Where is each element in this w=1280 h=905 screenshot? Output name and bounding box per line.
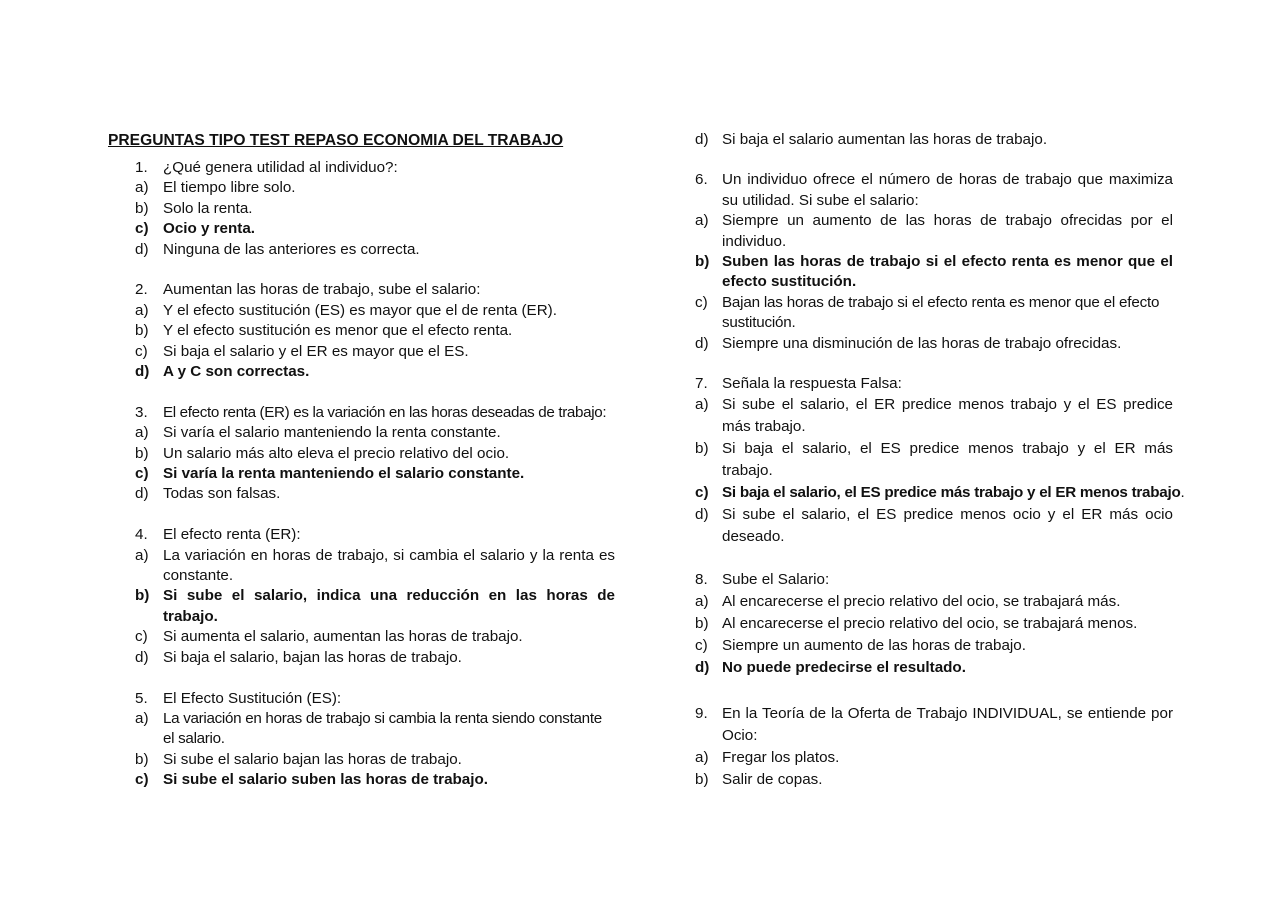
option-letter: c) xyxy=(135,465,149,483)
option-letter: a) xyxy=(695,749,709,767)
option-letter: b) xyxy=(695,253,710,271)
option-letter: c) xyxy=(695,293,708,311)
option-text: Siempre una disminución de las horas de trabajo ofrecidas. xyxy=(722,334,1122,352)
option-text: Ocio y renta. xyxy=(163,220,256,238)
option-letter: c) xyxy=(135,628,148,646)
option-letter: d) xyxy=(695,659,710,677)
option-letter: c) xyxy=(135,342,148,360)
option-letter: a) xyxy=(135,301,149,319)
option-6b-correct xyxy=(695,252,1173,293)
question-number: 4. xyxy=(135,526,148,544)
question-7 xyxy=(695,374,1173,394)
option-text: Si sube el salario, el ER predice menos trabajo y el ES predice más trabajo. xyxy=(722,396,1173,436)
option-trailing-period: . xyxy=(1180,484,1185,502)
right-column xyxy=(695,130,1185,791)
option-5d xyxy=(695,130,1173,150)
option-letter: b) xyxy=(135,444,149,462)
option-5a xyxy=(135,709,615,750)
option-text: El tiempo libre solo. xyxy=(163,179,296,197)
option-text: Solo la renta. xyxy=(163,199,253,217)
option-9a xyxy=(695,747,1173,769)
option-text: Si varía el salario manteniendo la renta constante. xyxy=(163,424,501,442)
option-letter: a) xyxy=(695,212,709,230)
option-letter: b) xyxy=(135,587,150,605)
option-text: Fregar los platos. xyxy=(722,749,840,767)
option-text: Siempre un aumento de las horas de trabajo ofrecidas por el individuo. xyxy=(722,212,1173,250)
option-3a xyxy=(135,423,615,443)
option-letter: b) xyxy=(135,199,149,217)
question-5 xyxy=(135,689,615,709)
option-text: Si sube el salario, el ES predice menos ocio y el ER más ocio deseado. xyxy=(722,506,1173,546)
option-text: Si baja el salario, el ES predice menos trabajo y el ER más trabajo. xyxy=(722,440,1173,480)
question-number: 1. xyxy=(135,159,148,176)
option-text: Todas son falsas. xyxy=(163,485,281,503)
option-letter: d) xyxy=(695,334,709,352)
option-1c-correct xyxy=(135,219,615,239)
option-7b xyxy=(695,438,1173,482)
option-letter: c) xyxy=(135,220,149,238)
option-6a xyxy=(695,211,1173,252)
option-text: Salir de copas. xyxy=(722,771,823,789)
question-text: Un individuo ofrece el número de horas de trabajo que maximiza su utilidad. Si sube el salario: xyxy=(722,171,1173,209)
option-text: Si baja el salario aumentan las horas de trabajo. xyxy=(722,131,1048,148)
question-text: El efecto renta (ER) es la variación en las horas deseadas de trabajo: xyxy=(163,403,607,421)
option-text: Si sube el salario, indica una reducción en las horas de trabajo. xyxy=(163,587,615,625)
option-letter: a) xyxy=(135,179,149,197)
option-7a xyxy=(695,394,1173,438)
question-text: El Efecto Sustitución (ES): xyxy=(163,689,342,707)
option-text: Al encarecerse el precio relativo del ocio, se trabajará más. xyxy=(722,593,1121,611)
option-text: Siempre un aumento de las horas de trabajo. xyxy=(722,637,1026,655)
option-letter: d) xyxy=(135,648,149,666)
option-letter: d) xyxy=(135,363,150,381)
option-text: Si baja el salario, bajan las horas de trabajo. xyxy=(163,648,462,666)
question-text: Señala la respuesta Falsa: xyxy=(722,375,902,393)
option-text: La variación en horas de trabajo, si cambia el salario y la renta es constante. xyxy=(163,546,615,585)
option-text: Suben las horas de trabajo si el efecto renta es menor que el efecto sustitución. xyxy=(722,253,1173,291)
option-8b xyxy=(695,613,1173,635)
option-text: A y C son correctas. xyxy=(163,363,310,381)
option-letter: a) xyxy=(695,593,709,611)
question-number: 3. xyxy=(135,403,148,421)
option-text: Si sube el salario bajan las horas de trabajo. xyxy=(163,750,462,768)
option-2a xyxy=(135,301,615,321)
option-9b xyxy=(695,769,1173,791)
question-number: 9. xyxy=(695,705,708,723)
option-1a xyxy=(135,178,615,198)
option-text: Y el efecto sustitución (ES) es mayor que el de renta (ER). xyxy=(163,301,557,319)
option-text: Si aumenta el salario, aumentan las horas de trabajo. xyxy=(163,628,523,646)
left-column xyxy=(135,158,615,791)
option-text: Si sube el salario suben las horas de trabajo. xyxy=(163,771,488,789)
option-6c xyxy=(695,293,1173,334)
option-text: Si varía la renta manteniendo el salario constante. xyxy=(163,465,525,483)
option-4b-correct xyxy=(135,586,615,627)
question-2 xyxy=(135,280,615,300)
question-text: El efecto renta (ER): xyxy=(163,526,301,544)
option-8c xyxy=(695,635,1173,657)
option-letter: b) xyxy=(695,440,709,458)
option-text: Un salario más alto eleva el precio relativo del ocio. xyxy=(163,444,510,462)
question-1 xyxy=(135,158,615,178)
option-text: Y el efecto sustitución es menor que el efecto renta. xyxy=(163,322,513,340)
question-text: ¿Qué genera utilidad al individuo?: xyxy=(163,159,398,176)
option-letter: a) xyxy=(695,396,709,414)
option-4c xyxy=(135,627,615,647)
question-text: Aumentan las horas de trabajo, sube el salario: xyxy=(163,281,481,299)
option-1d xyxy=(135,240,615,260)
option-letter: d) xyxy=(695,506,709,524)
option-letter: c) xyxy=(135,771,149,789)
question-8 xyxy=(695,569,1173,591)
option-1b xyxy=(135,199,615,219)
page-title: PREGUNTAS TIPO TEST REPASO ECONOMIA DEL TRABAJO xyxy=(108,132,564,149)
question-text: Sube el Salario: xyxy=(722,571,830,589)
option-text: Si baja el salario y el ER es mayor que el ES. xyxy=(163,342,469,360)
option-letter: b) xyxy=(695,771,709,789)
option-4d xyxy=(135,648,615,668)
option-letter: d) xyxy=(135,485,149,503)
option-text: La variación en horas de trabajo si cambia la renta siendo constante el salario. xyxy=(163,709,602,748)
question-text: En la Teoría de la Oferta de Trabajo INDIVIDUAL, se entiende por Ocio: xyxy=(722,705,1173,745)
option-letter: c) xyxy=(695,484,709,502)
option-5c-correct xyxy=(135,770,615,790)
option-text: Si baja el salario, el ES predice más trabajo y el ER menos trabajo xyxy=(722,484,1181,502)
option-letter: d) xyxy=(695,131,709,148)
option-3b xyxy=(135,444,615,464)
question-number: 8. xyxy=(695,571,708,589)
question-6 xyxy=(695,170,1173,211)
option-letter: c) xyxy=(695,637,708,655)
option-7c-correct xyxy=(695,482,1185,504)
option-2b xyxy=(135,321,615,341)
option-3d xyxy=(135,484,615,504)
option-3c-correct xyxy=(135,464,615,484)
question-number: 6. xyxy=(695,171,708,189)
option-letter: b) xyxy=(135,750,149,768)
option-2d-correct xyxy=(135,362,615,382)
question-9 xyxy=(695,703,1173,747)
option-2c xyxy=(135,342,615,362)
option-letter: a) xyxy=(135,546,149,564)
option-letter: b) xyxy=(695,615,709,633)
option-letter: d) xyxy=(135,240,149,258)
option-letter: b) xyxy=(135,322,149,340)
question-number: 7. xyxy=(695,375,708,393)
question-4 xyxy=(135,525,615,545)
option-4a xyxy=(135,546,615,587)
option-7d xyxy=(695,504,1173,548)
option-text: No puede predecirse el resultado. xyxy=(722,659,966,677)
question-3 xyxy=(135,403,615,423)
option-8a xyxy=(695,591,1173,613)
option-letter: a) xyxy=(135,424,149,442)
option-6d xyxy=(695,334,1173,354)
option-8d-correct xyxy=(695,657,1173,679)
option-text: Al encarecerse el precio relativo del ocio, se trabajará menos. xyxy=(722,615,1138,633)
question-number: 2. xyxy=(135,281,148,299)
option-text: Ninguna de las anteriores es correcta. xyxy=(163,240,420,258)
option-5b xyxy=(135,750,615,770)
option-text: Bajan las horas de trabajo si el efecto renta es menor que el efecto sustitución. xyxy=(722,293,1160,332)
option-letter: a) xyxy=(135,709,149,727)
question-number: 5. xyxy=(135,689,148,707)
